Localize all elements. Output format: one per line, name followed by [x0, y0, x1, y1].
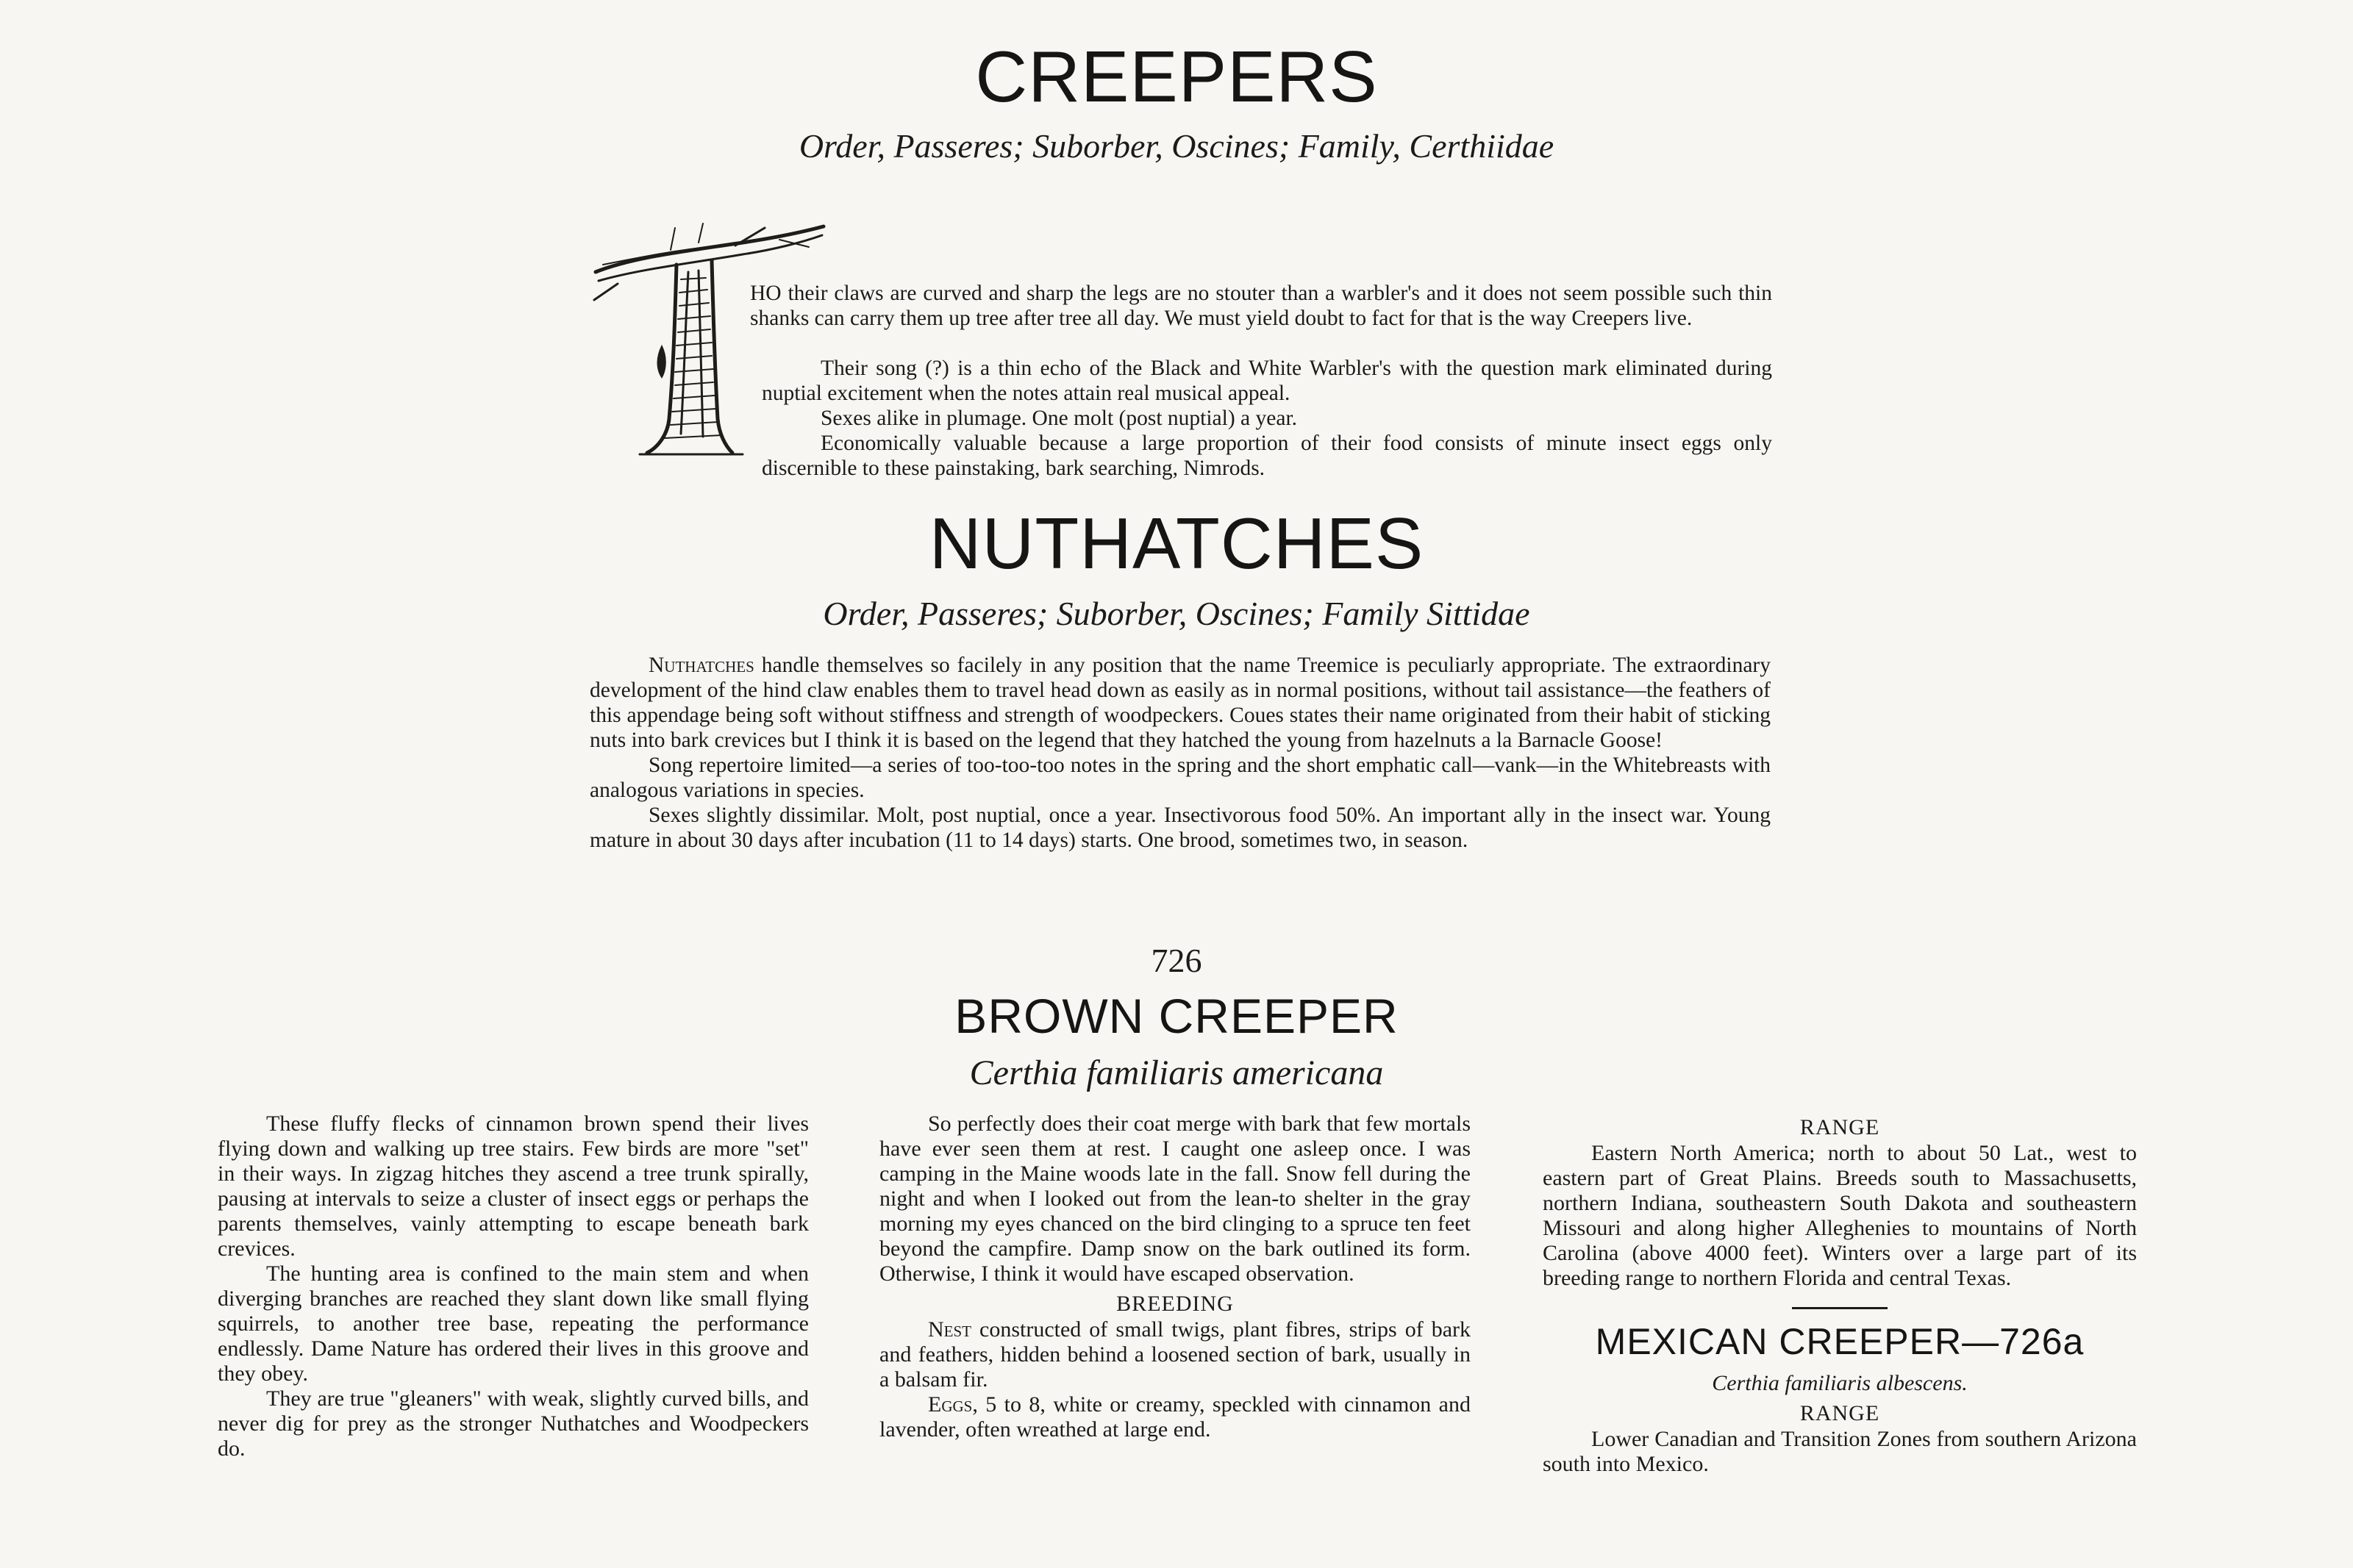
- column-paragraph: These fluffy flecks of cinnamon brown spend their lives flying down and walking up tree stairs. Few birds are more "set" in their ways. In zigzag hitches they ascend a tree trunk spirally, pausing at intervals to seize a cluster of insect eggs or perhaps the parents themselves, vainly attempting to escape beneath bark crevices.: [218, 1111, 809, 1261]
- nuthatches-title: NUTHATCHES: [929, 503, 1424, 584]
- mexican-creeper-scientific-name: Certhia familiaris albescens.: [1712, 1371, 1968, 1395]
- nest-text: constructed of small twigs, plant fibres, strips of bark and feathers, hidden behind a loosened section of bark, usually in a balsam fir.: [879, 1317, 1471, 1392]
- column-paragraph: They are true "gleaners" with weak, slightly curved bills, and never dig for prey as the stronger Nuthatches and Woodpeckers do.: [218, 1386, 809, 1461]
- brown-creeper-scientific-name: Certhia familiaris americana: [969, 1053, 1384, 1092]
- species-number: 726: [1151, 942, 1202, 979]
- mexican-range-heading: RANGE: [1799, 1401, 1880, 1425]
- breeding-heading: BREEDING: [1116, 1292, 1234, 1316]
- creepers-paragraph: Economically valuable because a large proportion of their food consists of minute insect eggs only discernible to these painstaking, bark searching, Nimrods.: [762, 432, 1772, 480]
- range-text: Eastern North America; north to about 50 Lat., west to eastern part of Great Plains. Breeds south to Massachusetts, northern Indiana, southeastern South Dakota and southeastern Missouri and along higher Alleghenies to mountains of North Carolina (above 4000 feet). Winters over a large part of its breeding range to northern Florida and central Texas.: [1543, 1141, 2137, 1290]
- range-heading: RANGE: [1799, 1115, 1880, 1139]
- mexican-range-text: Lower Canadian and Transition Zones from southern Arizona south into Mexico.: [1543, 1427, 2137, 1476]
- column-paragraph: So perfectly does their coat merge with bark that few mortals have ever seen them at rest. I caught one asleep once. I was camping in the Maine woods late in the fall. Snow fell during the night and when I looked out from the lean-to shelter in the gray morning my eyes chanced on the bird clinging to a spruce ten feet beyond the campfire. Damp snow on the bark outlined its form. Otherwise, I think it would have escaped observation.: [879, 1111, 1471, 1286]
- column-3: [1543, 1114, 2137, 1477]
- nuthatches-lead-word: Nuthatches: [649, 654, 754, 677]
- creepers-text-cont: [762, 356, 1772, 481]
- column-paragraph: The hunting area is confined to the main stem and when diverging branches are reached they slant down like small flying squirrels, to another tree base, repeating the performance endlessly. Dame Nature has ordered their lives in this groove and they obey.: [218, 1261, 809, 1386]
- mexican-creeper-title: MEXICAN CREEPER—726a: [1595, 1321, 2085, 1362]
- creepers-title: CREEPERS: [975, 36, 1378, 117]
- eggs-label: Eggs: [928, 1392, 973, 1417]
- nuthatches-paragraph: Song repertoire limited—a series of too-too-too notes in the spring and the short emphatic call—vank—in the Whitebreasts with analogous variations in species.: [590, 753, 1771, 802]
- creepers-paragraph: Sexes alike in plumage. One molt (post nuptial) a year.: [821, 407, 1298, 430]
- creepers-classification: Order, Passeres; Suborber, Oscines; Family, Certhiidae: [799, 127, 1554, 165]
- creepers-paragraph: HO their claws are curved and sharp the legs are no stouter than a warbler's and it does not seem possible such thin shanks can carry them up tree after tree all day. We must yield doubt to fact for that is the way Creepers live.: [750, 282, 1772, 330]
- nuthatches-text: [590, 653, 1771, 853]
- section-divider: [1792, 1307, 1888, 1309]
- column-2: [879, 1111, 1471, 1442]
- creepers-text: [750, 281, 1772, 331]
- nuthatches-paragraph: handle themselves so facilely in any position that the name Treemice is peculiarly appropriate. The extraordinary development of the hind claw enables them to travel head down as easily as in normal positions, without tail assistance—the feathers of this appendage being soft without stiffness and strength of woodpeckers. Coues states their name originated from their habit of sticking nuts into bark crevices but I think it is based on the legend that they hatched the young from hazelnuts a la Barnacle Goose!: [590, 654, 1771, 752]
- brown-creeper-title: BROWN CREEPER: [954, 989, 1399, 1043]
- eggs-text: , 5 to 8, white or creamy, speckled with cinnamon and lavender, often wreathed at large end.: [879, 1392, 1471, 1442]
- nuthatches-classification: Order, Passeres; Suborber, Oscines; Family Sittidae: [823, 595, 1530, 632]
- creepers-paragraph: Their song (?) is a thin echo of the Black and White Warbler's with the question mark eliminated during nuptial excitement when the notes attain real musical appeal.: [762, 357, 1772, 405]
- nuthatches-paragraph: Sexes slightly dissimilar. Molt, post nuptial, once a year. Insectivorous food 50%. An important ally in the insect war. Young mature in about 30 days after incubation (11 to 14 days) starts. One brood, sometimes two, in season.: [590, 803, 1771, 852]
- nest-label: Nest: [928, 1317, 971, 1342]
- column-1: [218, 1111, 809, 1461]
